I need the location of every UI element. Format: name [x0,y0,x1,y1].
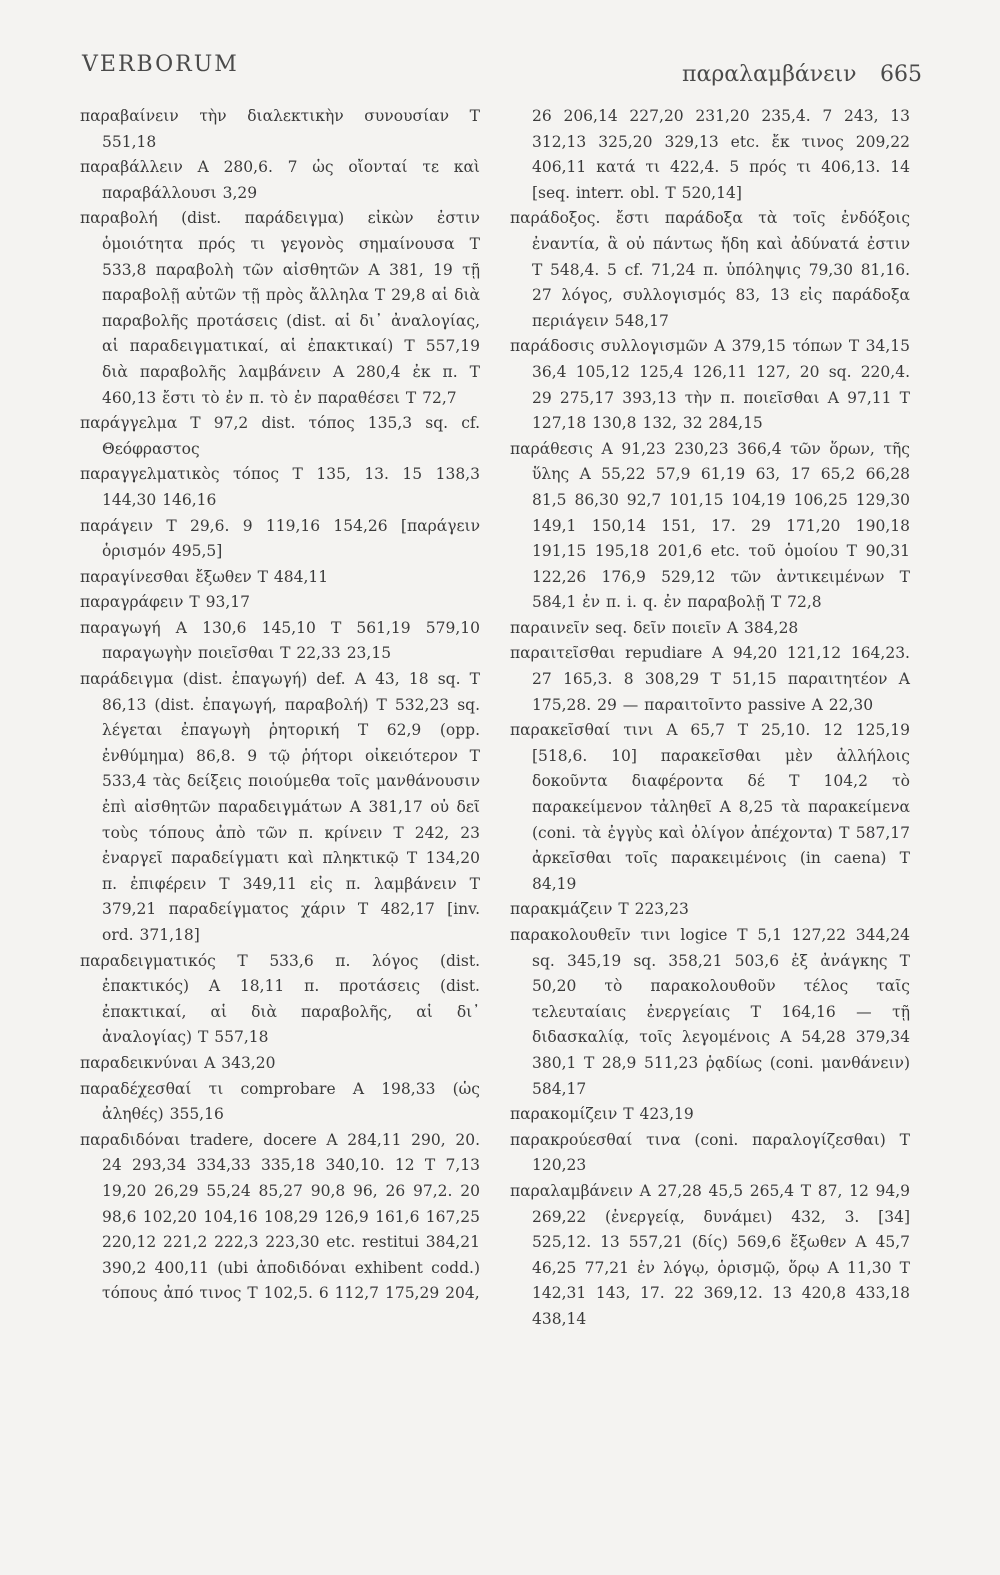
index-entry: παρακεῖσθαί τινι A 65,7 T 25,10. 12 125,19 [518,6. 10] παρακεῖσθαι μὲν ἀλλήλοις δοκοῦντα διαφέροντα δέ T 104,2 τὸ παρακείμενον τἀληθεῖ A 8,25 τὰ παρακείμενα (coni. τὰ ἐγγὺς καὶ ὀλίγον ἀπέχοντα) T 587,17 ἀρκεῖσθαι τοῖς παρακειμένοις (in caena) T 84,19 [510,721,910,893]
page-number: 665 [880,62,922,87]
index-entry: παραγωγή A 130,6 145,10 T 561,19 579,10 παραγωγὴν ποιεῖσθαι T 22,33 23,15 [80,618,480,663]
index-entry: παράγγελμα T 97,2 dist. τόπος 135,3 sq. cf. Θεόφραστος [80,414,480,458]
index-entry: παραινεῖν seq. δεῖν ποιεῖν A 384,28 [510,618,799,637]
header-catchword: παραλαμβάνειν [682,62,857,87]
index-entry: παραδειγματικός T 533,6 π. λόγος (dist. ἐπακτικός) A 18,11 π. προτάσεις (dist. ἐπακτικαί, αἱ διὰ παραβολῆς, αἱ δι᾿ ἀναλογίας) T 557,18 [80,951,480,1047]
index-entry: παρακολουθεῖν τινι logice T 5,1 127,22 344,24 sq. 345,19 sq. 358,21 503,6 ἐξ ἀνάγκης T 50,20 τὸ παρακολουθοῦν τέλος ταῖς τελευταίαις ἐνεργείαις T 164,16 — τῇ διδασκαλίᾳ, τοῖς λεγομένοις A 54,28 379,34 380,1 T 28,9 511,23 ῥᾳδίως (coni. μανθάνειν) 584,17 [510,926,910,1098]
index-entry: παράδοξος. ἔστι παράδοξα τὰ τοῖς ἐνδόξοις ἐναντία, ἃ οὐ πάντως ἤδη καὶ ἀδύνατά ἐστιν T 548,4. 5 cf. 71,24 π. ὑπόληψις 79,30 81,16. 27 λόγος, συλλογισμός 83, 13 εἰς παράδοξα περιάγειν 548,17 [510,209,910,330]
index-entry: παραγίνεσθαι ἔξωθεν T 484,11 [80,567,329,586]
index-entry-continuation: 26 206,14 227,20 231,20 235,4. 7 243, 13 312,13 325,20 329,13 etc. ἔκ τινος 209,22 406,11 κατά τι 422,4. 5 πρός τι 406,13. 14 [seq. interr. obl. T 520,14] [532,107,910,202]
index-entry: παράγειν T 29,6. 9 119,16 154,26 [παράγειν ὁρισμόν 495,5] [80,516,480,561]
index-entry: παραλαμβάνειν A 27,28 45,5 265,4 T 87, 12 94,9 269,22 (ἐνεργείᾳ, δυνάμει) 432, 3. [34] 525,12. 13 557,21 (δίς) 569,6 ἔξωθεν A 45,7 46,25 77,21 ἐν λόγῳ, ὁρισμῷ, ὅρῳ A 11,30 T 142,31 143, 17. 22 369,12. 13 420,8 433,18 438,14 [510,1181,910,1328]
index-entry: παραδιδόναι tradere, docere A 284,11 290, 20. 24 293,34 334,33 335,18 340,10. 12 T 7,13 19,20 26,29 55,24 85,27 90,8 96, 26 97,2. 20 98,6 102,20 104,16 108,29 126,9 161,6 167,25 220,12 221,2 222,3 223,30 etc. restitui 384,21 390,2 400,11 (ubi ἀποδιδόναι exhibent codd.) τόπους ἀπό τινος T 102,5. 6 112,7 175,29 204, [80,1130,480,1303]
index-entry: παρακμάζειν T 223,23 [510,900,689,919]
index-entry: παραβαίνειν τὴν διαλεκτικὴν συνουσίαν T 551,18 [80,107,480,151]
index-entry: παραβάλλειν A 280,6. 7 ὡς οἴονταί τε καὶ παραβάλλουσι 3,29 [80,158,480,202]
index-entry: παραιτεῖσθαι repudiare A 94,20 121,12 164,23. 27 165,3. 8 308,29 T 51,15 παραιτητέον A 175,28. 29 — παραιτοῖντο passive A 22,30 [510,644,910,714]
index-entry: παράθεσις A 91,23 230,23 366,4 τῶν ὅρων, τῆς ὕλης A 55,22 57,9 61,19 63, 17 65,2 66,28 81,5 86,30 92,7 101,15 104,19 106,25 129,30 149,1 150,14 151, 17. 29 171,20 190,18 191,15 195,18 201,6 etc. τοῦ ὁμοίου T 90,31 122,26 176,9 529,12 τῶν ἀντικειμένων T 584,1 ἐν π. i. q. ἐν παραβολῇ T 72,8 [510,439,910,612]
index-entry: παραδέχεσθαί τι comprobare A 198,33 (ὡς ἀληθές) 355,16 [80,1079,480,1124]
index-entry: παραγράφειν T 93,17 [80,593,251,612]
left-column [80,104,480,1307]
index-entry: παραδεικνύναι A 343,20 [80,1053,276,1072]
right-column [510,104,910,1333]
index-entry: παραγγελματικὸς τόπος T 135, 13. 15 138,3 144,30 146,16 [80,465,480,509]
index-entry: παραβολή (dist. παράδειγμα) εἰκὼν ἐστιν ὁμοιότητα πρός τι γεγονὸς σημαίνουσα T 533,8 παραβολὴ τῶν αἰσθητῶν A 381, 19 τῇ παραβολῇ αὐτῶν τῇ πρὸς ἄλληλα T 29,8 αἱ διὰ παραβολῆς προτάσεις (dist. αἱ δι᾿ ἀναλογίας, αἱ παραδειγματικαί, αἱ ἐπακτικαί) T 557,19 διὰ παραβολῆς λαμβάνειν A 280,4 ἐκ π. T 460,13 ἔστι τὸ ἐν π. τὸ ἐν παραθέσει T 72,7 [80,209,480,407]
header-section-title: VERBORUM [82,52,239,77]
index-entry: παράδειγμα (dist. ἐπαγωγή) def. A 43, 18 sq. T 86,13 (dist. ἐπαγωγή, παραβολή) T 532,23 sq. λέγεται ἐπαγωγὴ ῥητορική T 62,9 (opp. ἐνθύμημα) 86,8. 9 τῷ ῥήτορι οἰκειότερον T 533,4 τὰς δείξεις ποιούμεθα τοῖς μανθάνουσιν ἐπὶ αἰσθητῶν παραδειγμάτων A 381,17 οὐ δεῖ τοὺς τόπους ἀπὸ τῶν π. κρίνειν T 242, 23 ἐναργεῖ παραδείγματι καὶ πληκτικῷ T 134,20 π. ἐπιφέρειν T 349,11 εἰς π. λαμβάνειν T 379,21 παραδείγματος χάριν T 482,17 [inv. ord. 371,18] [80,670,480,944]
index-entry: παράδοσις συλλογισμῶν A 379,15 τόπων T 34,15 36,4 105,12 125,4 126,11 127, 20 sq. 220,4. 29 275,17 393,13 τὴν π. ποιεῖσθαι A 97,11 T 127,18 130,8 132, 32 284,15 [510,337,910,433]
running-header [0,52,1000,92]
index-entry: παρακομίζειν T 423,19 [510,1105,694,1124]
index-entry: παρακρούεσθαί τινα (coni. παραλογίζεσθαι) T 120,23 [510,1130,910,1175]
